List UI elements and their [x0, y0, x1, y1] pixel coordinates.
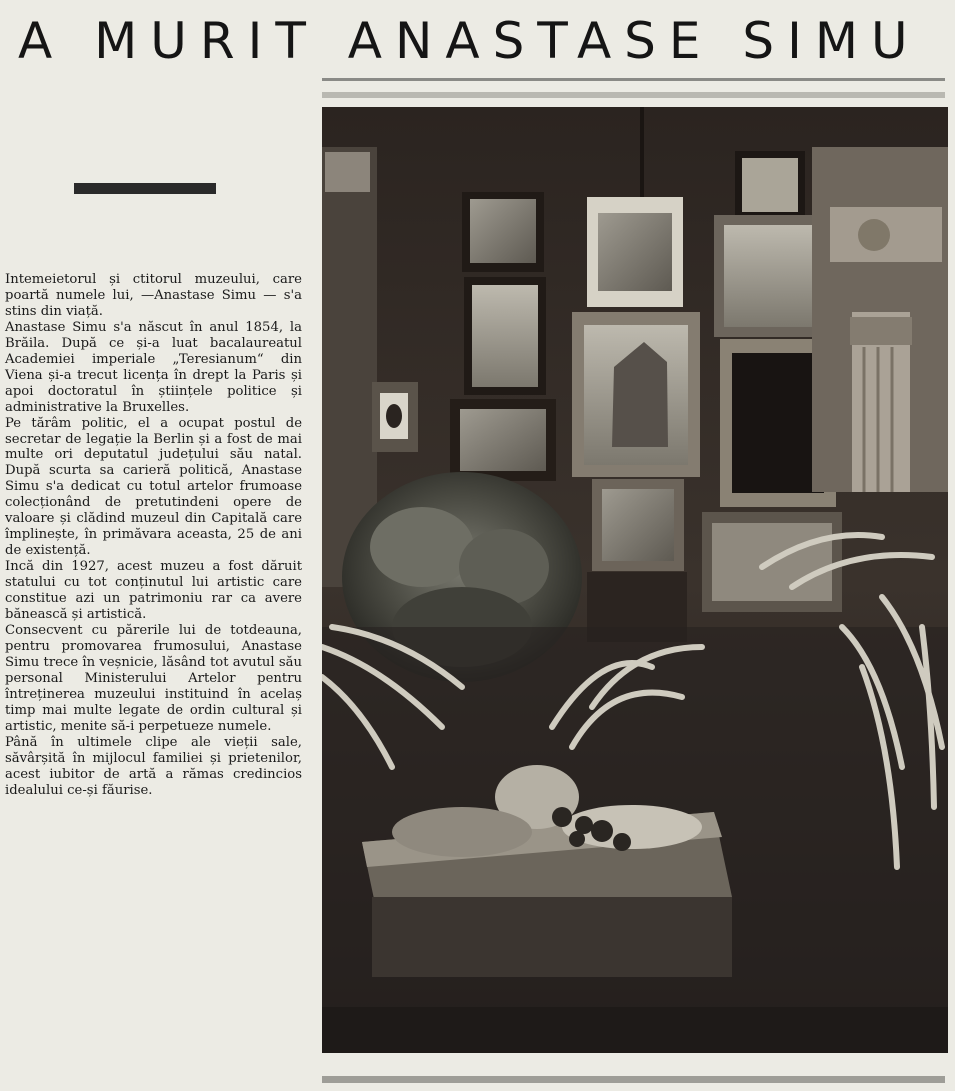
- top-rule-secondary: [322, 92, 945, 98]
- article-text: [5, 272, 302, 798]
- article-paragraph: Consecvent cu părerile lui de totdeauna, pentru promovarea frumosului, Anastase Simu trece în veșnicie, lăsând tot avutul său personal Ministerului Artelor pentru întreținerea muzeului instituind în acelaș timp mai multe legate de ordin cultural și artistic, menite să-i perpetueze numele.: [5, 622, 302, 734]
- article-paragraph: Până în ultimele clipe ale vieții sale, săvârșită în mijlocul familiei și prietenilor, acest iubitor de artă a rămas credincios idealului ce-și făurise.: [5, 734, 302, 798]
- article-paragraph: Intemeietorul și ctitorul muzeului, care poartă numele lui, —Anastase Simu — s'a stins din viață.: [5, 272, 302, 319]
- photo-illustration: [322, 107, 948, 1053]
- article-paragraph: Pe tărâm politic, el a ocupat postul de secretar de legație la Berlin și a fost de mai multe ori deputatul județului său natal. După scurta sa carieră politică, Anastase Simu s'a dedicat cu totul artelor frumoase colecționând de pretutindeni opere de valoare și clădind muzeul din Capitală care împlinește, în primăvara aceasta, 25 de ani de existență.: [5, 415, 302, 559]
- top-rule: [322, 78, 945, 81]
- museum-photo: [322, 107, 948, 1053]
- decorative-bar: [74, 183, 216, 194]
- bottom-rule: [322, 1076, 945, 1083]
- article-paragraph: Incă din 1927, acest muzeu a fost dăruit statului cu tot conținutul lui artistic care constitue azi un patrimoniu rar ca avere bănească și artistică.: [5, 559, 302, 623]
- headline: A MURIT ANASTASE SIMU: [18, 12, 921, 70]
- article-paragraph: Anastase Simu s'a născut în anul 1854, la Brăila. După ce și-a luat bacalaureatul Academiei imperiale „Teresianum“ din Viena și-a trecut licența în drept la Paris și apoi doctoratul în științele politice și administrative la Bruxelles.: [5, 319, 302, 415]
